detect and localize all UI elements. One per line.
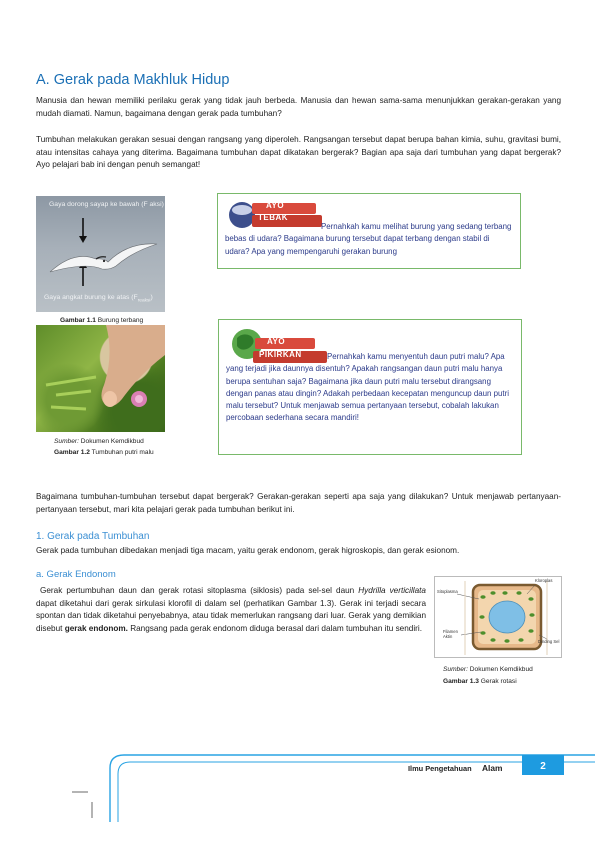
force-action-label: Gaya dorong sayap ke bawah (F aksi) xyxy=(49,201,164,208)
page-number: 2 xyxy=(540,761,546,772)
footer-subject: Ilmu Pengetahuan Alam xyxy=(408,763,503,773)
transition-paragraph: Bagaimana tumbuhan-tumbuhan tersebut dapat bergerak? Gerakan-gerakan seperti apa saja yang dilakukan? Untuk menjawab pertanyaan-pertanyaan tersebut, mari kita pelajari gerak pada tumbuhan berikut ini. xyxy=(36,492,561,514)
figure-3-caption: Gambar 1.3 Gerak rotasi xyxy=(443,678,517,685)
ayo-pikirkan-text: Pernahkah kamu menyentuh daun putri malu? Apa yang terjadi jika daunnya disentuh? Apakah rangsangan daun putri malu hanya berupa sentuhan saja? Bagaimana jika daun putri malu tersebut dirangsang dengan panas atau dingin? Adakah perbedaan kecepatan menguncup daun putri malu tersebut? Untuk menjawab semua pertanyaan tersebut, cobalah lakukan percobaan sederhana secara mandiri! xyxy=(226,352,509,423)
ayo-pikirkan-badge-bottom: PIKIRKAN xyxy=(259,350,302,359)
bird-photo xyxy=(36,196,165,312)
label-dinding-sel: Dinding Sel xyxy=(538,639,560,644)
ayo-tebak-badge-bottom: TEBAK xyxy=(258,213,289,222)
finger-touching-leaf-illustration xyxy=(36,325,165,432)
figure-2-caption: Gambar 1.2 Tumbuhan putri malu xyxy=(54,449,154,456)
subsection-1-text: Gerak pada tumbuhan dibedakan menjadi tiga macam, yaitu gerak endonom, gerak higroskopis, dan gerak esionom. xyxy=(36,546,460,555)
ayo-tebak-box xyxy=(217,193,521,269)
label-sitoplasma: Sitoplasma xyxy=(437,589,458,594)
ayo-tebak-text: Pernahkah kamu melihat burung yang sedang terbang bebas di udara? Bagaimana burung tersebut dapat terbang dengan stabil di udara? Apa yang mempengaruhi gerakan burung xyxy=(225,222,512,256)
subsection-1-title: 1. Gerak pada Tumbuhan xyxy=(36,531,150,542)
mimosa-photo xyxy=(36,325,165,432)
ayo-tebak-badge-top: AYO xyxy=(266,201,285,210)
figure-1-caption: Gambar 1.1 Burung terbang xyxy=(60,317,144,324)
ayo-pikirkan-box xyxy=(218,319,522,455)
label-kloroplas: Kloroplas xyxy=(535,578,553,583)
intro-paragraph-2: Tumbuhan melakukan gerakan sesuai dengan rangsang yang diperoleh. Rangsangan tersebut dapat berupa bahan kimia, suhu, gravitasi bumi, atau intensitas cahaya yang diterima. Bagaimana tumbuhan dapat dikatakan bergerak? Bagian apa saja dari tumbuhan yang dapat bergerak? Ayo pelajari bab ini dengan penuh semangat! xyxy=(36,135,561,170)
cell-rotation-diagram xyxy=(434,576,562,658)
ayo-pikirkan-badge-top: AYO xyxy=(267,337,286,346)
force-reaction-label: Gaya angkat burung ke atas $(F_{reaksi})$ xyxy=(44,294,153,304)
label-filamen-aktin: Filamen Aktin xyxy=(443,629,458,640)
figure-3-source: Sumber: Dokumen Kemdikbud xyxy=(443,666,533,673)
section-title: A. Gerak pada Makhluk Hidup xyxy=(36,72,230,88)
figure-2-source: Sumber: Dokumen Kemdikbud xyxy=(54,438,144,445)
footer-decoration xyxy=(0,752,595,832)
intro-paragraph-1: Manusia dan hewan memiliki perilaku gerak yang tidak jauh berbeda. Manusia dan hewan sama-sama menunjukkan gerakan-gerakan yang mudah diamati. Namun, bagaimana dengan gerak pada tumbuhan? xyxy=(36,96,561,118)
subsection-a-title: a. Gerak Endonom xyxy=(36,569,116,580)
subsection-a-text: Gerak pertumbuhan daun dan gerak rotasi sitoplasma (siklosis) pada sel-sel daun Hydrilla verticillata dapat diketahui dari gerak sirkulasi klorofil di dalam sel (perhatikan Gambar 1.3). Gerak ini terjadi secara spontan dan tidak diketahui penyebabnya, atau tidak memerlukan rangsang dari luar. Gerak yang demikian disebut gerak endonom. Rangsang pada gerak endonom diduga berasal dari dalam tumbuhan itu sendiri. xyxy=(36,586,426,634)
